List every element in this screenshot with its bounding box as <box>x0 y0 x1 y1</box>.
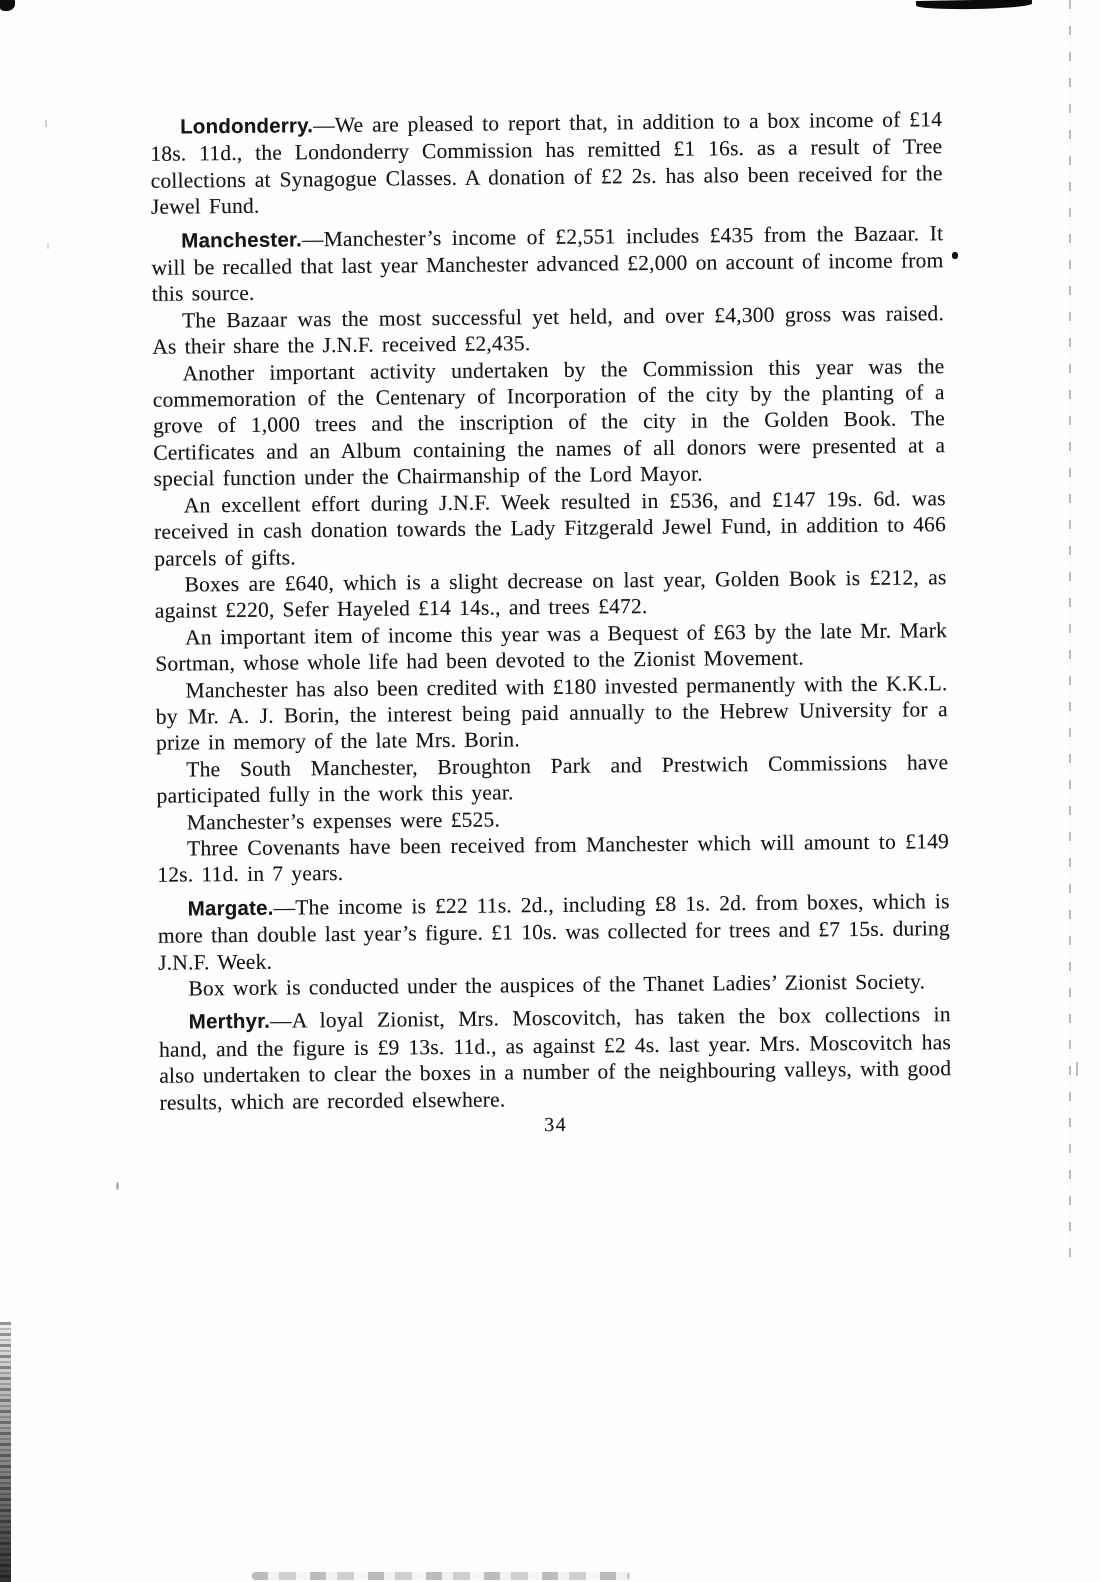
page-number: 34 <box>544 1113 568 1137</box>
paragraph-text: Three Covenants have been received from Manchester which will amount to £149 12s. 11d. in 7 years. <box>157 829 950 888</box>
paragraph <box>155 670 948 757</box>
paragraph <box>150 106 943 220</box>
paragraph <box>155 617 947 677</box>
paragraph-text: An important item of income this year was a Bequest of £63 by the late Mr. Mark Sortman, whose whole life had been devoted to the Zionist Movement. <box>155 617 948 676</box>
paragraph <box>154 564 946 624</box>
paragraph <box>154 485 947 572</box>
paragraph <box>158 888 951 976</box>
paragraph-text: Box work is conducted under the auspices of the Thanet Ladies’ Zionist Society. <box>188 969 926 1001</box>
paragraph-text: An excellent effort during J.N.F. Week resulted in £536, and £147 19s. 6d. was received in cash donation towards the Lady Fitzgerald Jewel Fund, in addition to 466 parcels of gifts. <box>153 485 947 571</box>
section-heading: Manchester. <box>181 227 303 253</box>
section-heading: Merthyr. <box>188 1010 271 1034</box>
paragraph <box>152 353 945 493</box>
paragraph-text: Boxes are £640, which is a slight decrease on last year, Golden Book is £212, as against £220, Sefer Hayeled £14 14s., and trees £472. <box>154 565 947 624</box>
paragraph-text: The Bazaar was the most successful yet held, and over £4,300 gross was raised. As their share the J.N.F. received £2,435. <box>152 301 945 360</box>
paragraph-text: The South Manchester, Broughton Park and Prestwich Commissions have participated fully in the work this year. <box>156 749 949 808</box>
section-heading: Londonderry. <box>180 114 314 139</box>
paragraph <box>159 1002 952 1116</box>
paragraph-text: Manchester has also been credited with £180 invested permanently with the K.K.L. by Mr. A. J. Borin, the interest being paid annually to the Hebrew University for a prize in memory of the late Mrs. Borin. <box>155 670 948 756</box>
paragraph-text: Another important activity undertaken by the Commission this year was the commemoration of the Centenary of Incorporation of the city by the planting of a grove of 1,000 trees and the inscription of the city in the Golden Book. The Certificates and an Album containing the names of all donors were presented at a special function under the Chairmanship of the Lord Mayor. <box>152 353 946 492</box>
paragraph <box>152 300 944 360</box>
paragraph <box>157 828 949 888</box>
page-text-column <box>150 106 952 1142</box>
paragraph-text: —The income is £22 11s. 2d., including £8 1s. 2d. from boxes, which is more than double last year’s figure. £1 10s. was collected for trees and £7 15s. during J.N.F. Week. <box>157 888 950 975</box>
section-heading: Margate. <box>187 896 274 921</box>
paragraph <box>156 749 948 809</box>
paragraph <box>151 220 944 308</box>
paragraph-text: —A loyal Zionist, Mrs. Moscovitch, has taken the box collections in hand, and the figure is £9 13s. 11d., as against £2 4s. last year. Mrs. Moscovitch has also undertaken to clear the boxes in a number of the neighbouring valleys, with good results, which are recorded elsewhere. <box>158 1002 952 1115</box>
paragraph-text: Manchester’s expenses were £525. <box>186 807 501 835</box>
paragraph-text: —Manchester’s income of £2,551 includes £435 from the Bazaar. It will be recalled that last year Manchester advanced £2,000 on account of income from this source. <box>151 220 944 307</box>
paragraph-text: —We are pleased to report that, in addition to a box income of £14 18s. 11d., the Londonderry Commission has remitted £1 16s. as a result of Tree collections at Synagogue Classes. A donation of £2 2s. has also been received for the Jewel Fund. <box>150 107 943 220</box>
